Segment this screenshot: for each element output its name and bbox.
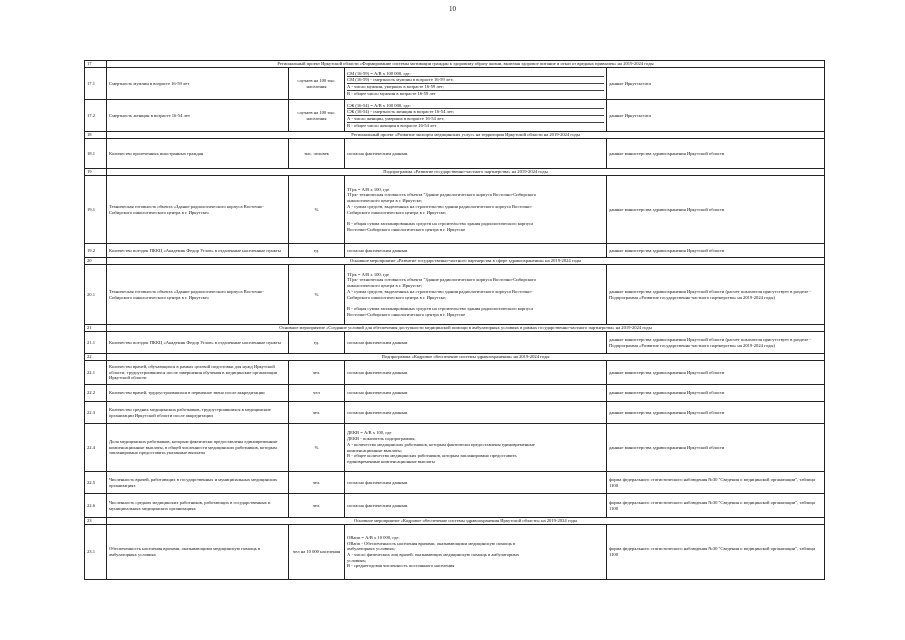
indicator-row (85, 361, 825, 385)
indicator-name: Количество поездок ПККЦ «Академик Федор Углов» в отдаленные населенные пункты (107, 332, 289, 354)
indicator-row (85, 525, 825, 580)
method-line: условиях; (347, 557, 367, 563)
indicator-unit: % (289, 265, 345, 325)
method-line: Сибирского онкологического центра в г. Иркутске; (347, 294, 447, 300)
method-line: В - общее число мужчин в возрасте 16-59 лет (347, 90, 604, 97)
indicator-number: 22.3 (85, 402, 107, 424)
method-line: ОВапп = А/В х 10 000, где: (347, 534, 400, 540)
section-row (85, 325, 825, 332)
indicator-unit: чел на 10 000 населения (289, 525, 345, 580)
indicator-number: 22.6 (85, 494, 107, 518)
indicator-unit: случаев на 100 тыс. населения (289, 100, 345, 132)
indicator-number: 18.1 (85, 139, 107, 169)
indicator-number: 20.1 (85, 265, 107, 325)
indicator-source: форма федерального статистического наблюдения №30 "Сведения о медицинской организации", таблица 1100 (607, 525, 825, 580)
section-row (85, 132, 825, 139)
indicator-unit: чел. (289, 472, 345, 494)
indicator-name: Смертность мужчин в возрасте 16-59 лет (107, 68, 289, 100)
page-number: 10 (449, 5, 456, 13)
section-title: Основное мероприятие «Развитие государственно-частного партнерства в сфере здравоохранения» на 2019-2024 годы (107, 258, 825, 265)
method-line: согласно фактическим данным (347, 479, 408, 485)
indicator-unit: чел. (289, 361, 345, 385)
indicator-row (85, 332, 825, 354)
indicator-source: данные Иркутскстата (607, 68, 825, 100)
indicator-method (345, 68, 607, 100)
method-line: согласно фактическим данным (347, 409, 408, 415)
indicator-method (345, 494, 607, 518)
indicator-unit: ед. (289, 332, 345, 354)
section-number: 21 (85, 325, 107, 332)
indicator-row (85, 68, 825, 100)
indicator-method (345, 525, 607, 580)
method-line: В - общее количество медицинских работников, которым запланировано предоставить (347, 453, 517, 459)
indicator-source: форма федерального статистического наблюдения №30 "Сведения о медицинской организации", таблица 1100 (607, 472, 825, 494)
method-line: А - число мужчин, умерших в возрасте 16-59 лет; (347, 83, 604, 90)
section-title: Подпрограмма «Кадровое обеспечение системы здравоохранения» на 2019-2024 годы (107, 354, 825, 361)
indicator-source: данные министерства здравоохранения Иркутской области (607, 361, 825, 385)
indicator-row (85, 139, 825, 169)
method-line: А - число физических лиц врачей, оказывающих медицинскую помощь в амбулаторных (347, 552, 520, 557)
section-title: Основное мероприятие «Кадровое обеспечение системы здравоохранения Иркутской области» на 2019-2024 годы (107, 518, 825, 525)
indicator-method (345, 472, 607, 494)
section-number: 23 (85, 518, 107, 525)
method-line: согласно фактическим данным (347, 150, 408, 156)
indicator-source: данные министерства здравоохранения Иркутской области (расчет показателя присутствует в разделе - Подпрограмма «Развитие государственно-частного партнерства» на 2019-2024 годы) (607, 332, 825, 354)
indicator-unit: случаев на 100 тыс. населения (289, 68, 345, 100)
method-line: компенсационные выплаты; (347, 447, 402, 453)
indicator-row (85, 472, 825, 494)
method-line: онкологического центра в г. Иркутске; (347, 283, 423, 289)
indicator-source: форма федерального статистического наблюдения №30 "Сведения о медицинской организации", таблица 1100 (607, 494, 825, 518)
indicator-method (345, 100, 607, 132)
indicator-source: данные министерства здравоохранения Иркутской области (607, 139, 825, 169)
indicator-number: 19.2 (85, 244, 107, 258)
indicator-name: Количество поездок ПККЦ «Академик Федор Углов» в отдаленные населенные пункты (107, 244, 289, 258)
indicator-method (345, 332, 607, 354)
method-line: СЖ (16-54) = А/В х 100 000, где: (347, 102, 411, 108)
indicator-number: 21.1 (85, 332, 107, 354)
indicator-number: 17.2 (85, 100, 107, 132)
method-line: ТГрк- техническая готовность объекта "Здание радиологического корпуса Восточно-Сибирского (347, 192, 537, 198)
indicator-unit: % (289, 424, 345, 472)
method-line: В - общая сумма запланированных средств на строительство здания радиологического корпуса (347, 305, 534, 311)
method-line: ТГрк- техническая готовность объекта "Здание радиологического корпуса Восточно-Сибирского (347, 277, 537, 283)
indicator-method (345, 402, 607, 424)
indicator-number: 22.1 (85, 361, 107, 385)
indicator-row (85, 385, 825, 402)
method-line: В - среднегодовая численность постоянного населения (347, 563, 455, 569)
method-line: СЖ (16-54) - смертность женщин в возрасте 16-54 лет; (347, 108, 604, 115)
section-title: Региональный проект Иркутской области «Формирование системы мотивации граждан к здоровому образу жизни, включая здоровое питание и отказ от вредных привычек» на 2019-2024 годы (107, 61, 825, 68)
indicator-method (345, 139, 607, 169)
indicator-name: Численность врачей, работающих в государственных и муниципальных медицинских организациях (107, 472, 289, 494)
indicator-name: Доля медицинских работников, которым фактически предоставлены единовременные компенсационные выплаты, в общей численности медицинских работников, которым запланировано предоставить указанные выплаты (107, 424, 289, 472)
indicator-source: данные министерства здравоохранения Иркутской области (607, 244, 825, 258)
indicator-name: Количество пролеченных иностранных граждан (107, 139, 289, 169)
indicator-unit: ед. (289, 244, 345, 258)
indicator-method (345, 424, 607, 472)
method-line: А - число женщин, умерших в возрасте 16-54 лет; (347, 115, 604, 122)
indicator-source: данные министерства здравоохранения Иркутской области (607, 385, 825, 402)
indicator-name: Техническая готовность объекта «Здание радиологического корпуса Восточно-Сибирского онкологического центра в г. Иркутске» (107, 176, 289, 244)
indicator-row (85, 402, 825, 424)
indicators-table (84, 60, 825, 580)
indicator-number: 22.5 (85, 472, 107, 494)
section-title: Региональный проект «Развитие экспорта медицинских услуг» на территории Иркутской области на 2019-2024 годы (107, 132, 825, 139)
method-line: Сибирского онкологического центра в г. Иркутске; (347, 209, 447, 215)
indicator-method (345, 361, 607, 385)
section-number: 20 (85, 258, 107, 265)
method-line: А - сумма средств, выделенных на строительство здания радиологического корпуса Восточно- (347, 203, 533, 209)
indicator-name: Количество врачей, обучающихся в рамках целевой подготовки для нужд Иркутской области, трудоустроившихся после завершения обучения в медицинские организации Иркутской области (107, 361, 289, 385)
indicator-name: Обеспеченность населения врачами, оказывающими медицинскую помощь в амбулаторных условиях (107, 525, 289, 580)
method-line: А - количество медицинских работников, которым фактически предоставлены единовременные (347, 441, 535, 447)
indicator-unit: чел. (289, 494, 345, 518)
method-line: онкологического центра в г. Иркутске; (347, 198, 423, 204)
indicator-name: Количество врачей, трудоустроившихся в первичное звено после аккредитации (107, 385, 289, 402)
method-line: Восточно-Сибирского онкологического центра в г. Иркутске (347, 311, 466, 317)
indicator-number: 19.1 (85, 176, 107, 244)
indicator-number: 22.4 (85, 424, 107, 472)
section-row (85, 169, 825, 176)
indicator-row (85, 424, 825, 472)
method-line: амбулаторных условиях; (347, 546, 396, 552)
indicator-unit: чел. (289, 402, 345, 424)
indicator-source: данные министерства здравоохранения Иркутской области (607, 424, 825, 472)
indicator-source: данные министерства здравоохранения Иркутской области (расчет показателя присутствует в разделе - Подпрограмма «Развитие государственно-частного партнерства» на 2019-2024 годы) (607, 265, 825, 325)
method-line: В - общее число женщин в возрасте 16-54 лет (347, 122, 604, 129)
section-number: 18 (85, 132, 107, 139)
method-line: В - общая сумма запланированных средств на строительство здания радиологического корпуса (347, 220, 534, 226)
indicator-row (85, 265, 825, 325)
method-line: согласно фактическим данным (347, 390, 408, 396)
indicator-row (85, 100, 825, 132)
section-title: Подпрограмма «Развитие государственно-частного партнерства» на 2019-2024 годы (107, 169, 825, 176)
section-row (85, 518, 825, 525)
indicator-name: Смертность женщин в возрасте 16-54 лет (107, 100, 289, 132)
indicator-row (85, 494, 825, 518)
indicator-name: Численность средних медицинских работников, работающих в государственных и муниципальных медицинских организациях (107, 494, 289, 518)
section-number: 19 (85, 169, 107, 176)
indicator-unit: тыс. человек (289, 139, 345, 169)
section-number: 17 (85, 61, 107, 68)
indicator-number: 23.1 (85, 525, 107, 580)
method-line: согласно фактическим данным (347, 502, 408, 508)
section-title: Основное мероприятие «Создание условий для обеспечения доступности медицинской помощи в амбулаторных условиях в рамках государственно-частного партнерства» на 2019-2024 годы (107, 325, 825, 332)
method-line: ОВапп - Обеспеченность населения врачами, оказывающими медицинскую помощь в (347, 540, 516, 546)
indicator-name: Техническая готовность объекта «Здание радиологического корпуса Восточно-Сибирского онкологического центра в г. Иркутске» (107, 265, 289, 325)
method-line: СМ (16-59) = А/В х 100 000, где: (347, 70, 411, 76)
method-line: СМ (16-59) - смертность мужчин в возрасте 16-59 лет; (347, 76, 604, 83)
section-row (85, 61, 825, 68)
indicator-number: 17.1 (85, 68, 107, 100)
section-number: 22 (85, 354, 107, 361)
section-row (85, 258, 825, 265)
indicator-method (345, 244, 607, 258)
method-line: ДЕКВ = А/В х 100, где (347, 430, 392, 436)
method-line: Восточно-Сибирского онкологического центра в г. Иркутске (347, 226, 466, 232)
indicator-source: данные Иркутскстата (607, 100, 825, 132)
method-line: согласно фактическим данным (347, 369, 408, 375)
indicator-number: 22.2 (85, 385, 107, 402)
indicator-source: данные министерства здравоохранения Иркутской области (607, 402, 825, 424)
indicator-unit: чел (289, 385, 345, 402)
indicator-row (85, 176, 825, 244)
indicator-method (345, 385, 607, 402)
method-line: ДЕКВ - показатель подпрограммы; (347, 436, 416, 442)
method-line: ТГрк = А/В х 100, где (347, 186, 390, 192)
section-row (85, 354, 825, 361)
indicator-method (345, 176, 607, 244)
method-line: единовременные компенсационные выплаты (347, 458, 435, 464)
method-line: согласно фактическим данным (347, 247, 408, 253)
indicator-method (345, 265, 607, 325)
method-line: А - сумма средств, выделенных на строительство здания радиологического корпуса Восточно- (347, 288, 533, 294)
method-line: согласно фактическим данным (347, 339, 408, 345)
indicator-row (85, 244, 825, 258)
indicator-name: Количество средних медицинских работников, трудоустроившихся в медицинские организации Иркутской области после аккредитации (107, 402, 289, 424)
method-line: ТГрк = А/В х 100, где (347, 271, 390, 277)
indicator-unit: % (289, 176, 345, 244)
indicator-source: данные министерства здравоохранения Иркутской области (607, 176, 825, 244)
